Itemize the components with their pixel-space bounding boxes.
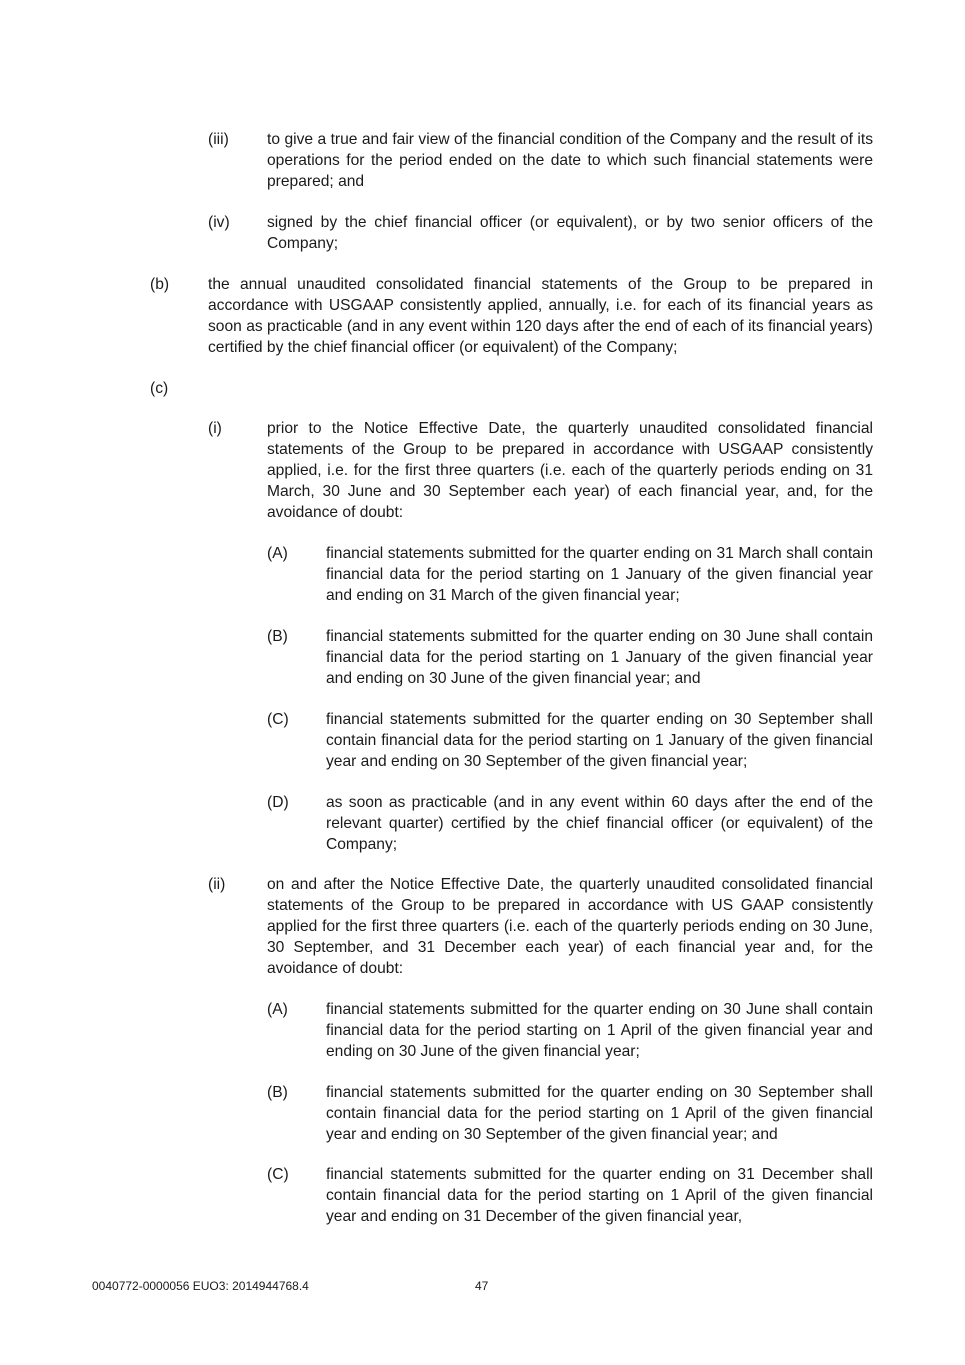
item-c-ii-label: (ii) [208, 876, 226, 893]
item-c-ii-b-text: financial statements submitted for the quarter ending on 30 September shall contain financial data for the period starting on 1 April of the given financial year and ending on 30 September of the given financial year; and [326, 1084, 873, 1143]
item-c-i-a-text: financial statements submitted for the quarter ending on 31 March shall contain financial data for the period starting on 1 January of the given financial year and ending on 31 March of the given financial year; [326, 545, 873, 604]
item-c-label: (c) [150, 380, 169, 397]
item-c-ii-a-text: financial statements submitted for the quarter ending on 30 June shall contain financial data for the period starting on 1 April of the given financial year and ending on 30 June of the given financial year; [326, 1001, 873, 1060]
item-c-ii-a-label: (A) [267, 1001, 288, 1018]
item-c-ii-c-label: (C) [267, 1166, 289, 1183]
item-c-i-d-label: (D) [267, 794, 289, 811]
footer-page-number: 47 [475, 1279, 489, 1293]
item-c-i-c-text: financial statements submitted for the quarter ending on 30 September shall contain financial data for the period starting on 1 January of the given financial year and ending on 30 September of the given financial year; [326, 711, 873, 770]
item-b-text: the annual unaudited consolidated financial statements of the Group to be prepared in accordance with USGAAP consistently applied, annually, i.e. for each of its financial years as soon as practicable (and in any event within 120 days after the end of each of its financial years) certified by the chief financial officer (or equivalent) of the Company; [208, 276, 873, 356]
item-c-i-c-label: (C) [267, 711, 289, 728]
item-c-ii-c-text: financial statements submitted for the quarter ending on 31 December shall contain financial data for the period starting on 1 April of the given financial year and ending on 31 December of the given financial year, [326, 1166, 873, 1225]
item-b-label: (b) [150, 276, 170, 293]
item-c-ii-text: on and after the Notice Effective Date, the quarterly unaudited consolidated financial statements of the Group to be prepared in accordance with US GAAP consistently applied for the first three quarters (i.e. each of the quarterly periods ending on 30 June, 30 September, and 31 December each year) of each financial year and, for the avoidance of doubt: [267, 876, 873, 977]
item-c-i-d-text: as soon as practicable (and in any event within 60 days after the end of the relevant quarter) certified by the chief financial officer (or equivalent) of the Company; [326, 794, 873, 853]
item-c-i-b-text: financial statements submitted for the quarter ending on 30 June shall contain financial data for the period starting on 1 January of the given financial year and ending on 30 June of the given financial year; and [326, 628, 873, 687]
item-c-i-b-label: (B) [267, 628, 288, 645]
item-c-i-label: (i) [208, 420, 222, 437]
footer-doc-ref: 0040772-0000056 EUO3: 2014944768.4 [92, 1279, 309, 1293]
item-iii-text: to give a true and fair view of the financial condition of the Company and the result of its operations for the period ended on the date to which such financial statements were prepared; and [267, 131, 873, 190]
item-c-i-text: prior to the Notice Effective Date, the quarterly unaudited consolidated financial statements of the Group to be prepared in accordance with USGAAP consistently applied, i.e. for the first three quarters (i.e. each of the quarterly periods ending on 31 March, 30 June and 30 September each year) of each financial year, and, for the avoidance of doubt: [267, 420, 873, 521]
item-iv-text: signed by the chief financial officer (or equivalent), or by two senior officers of the Company; [267, 214, 873, 252]
item-c-ii-b-label: (B) [267, 1084, 288, 1101]
item-c-i-a-label: (A) [267, 545, 288, 562]
item-iii-label: (iii) [208, 131, 229, 148]
item-iv-label: (iv) [208, 214, 230, 231]
